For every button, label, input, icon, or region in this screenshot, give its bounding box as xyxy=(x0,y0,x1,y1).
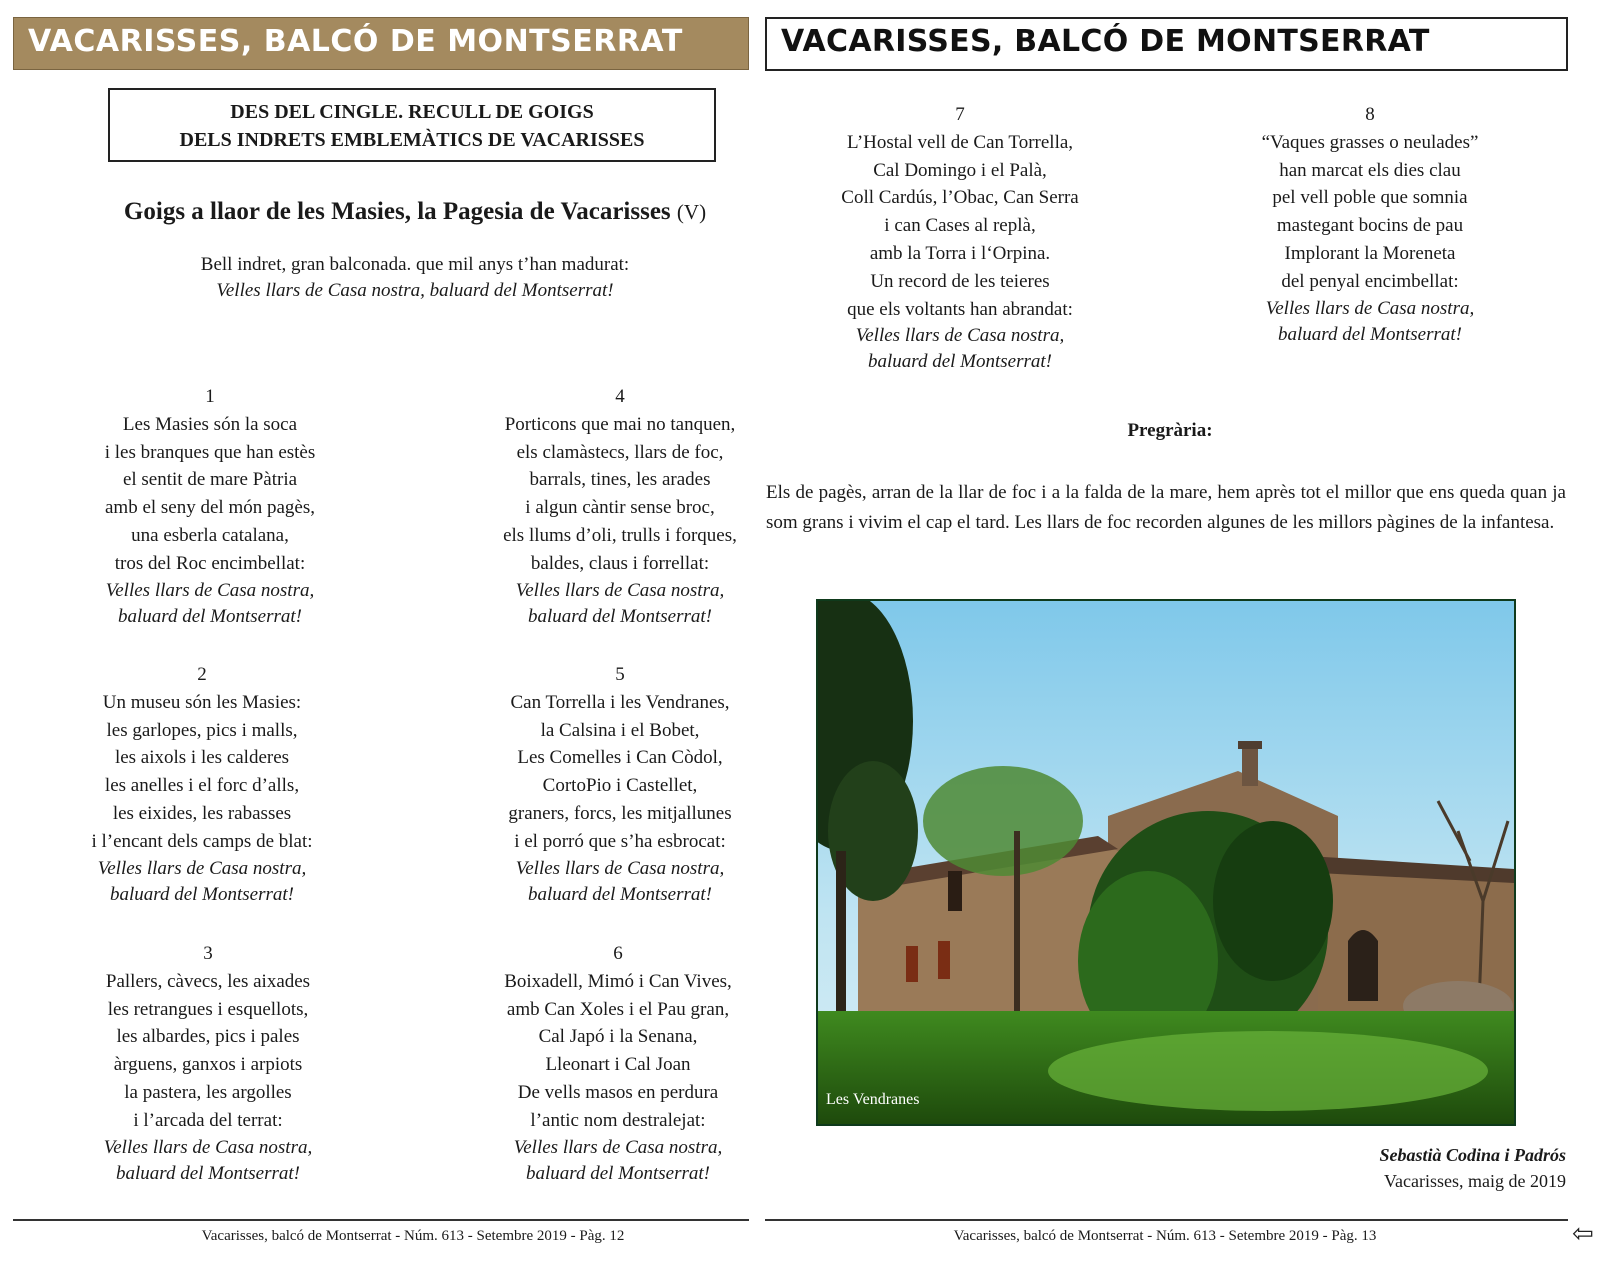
prayer-title: Pregrària: xyxy=(1127,420,1213,441)
stanza-4 xyxy=(470,383,770,630)
verse-line: el sentit de mare Pàtria xyxy=(122,469,298,491)
stanza-1 xyxy=(60,383,360,630)
stanza-5 xyxy=(470,661,770,908)
left-footer: Vacarisses, balcó de Montserrat - Núm. 613 - Setembre 2019 - Pàg. 12 xyxy=(201,1228,625,1244)
verse-line: Lleonart i Cal Joan xyxy=(545,1054,691,1076)
right-footer-rule xyxy=(765,1219,1568,1221)
farmhouse-illustration xyxy=(818,601,1514,1124)
verse-line: Can Torrella i les Vendranes, xyxy=(510,691,730,713)
refrain-line: baluard del Montserrat! xyxy=(1277,323,1462,345)
verse-line: Les Masies són la soca xyxy=(122,413,298,435)
verse-line: tros del Roc encimbellat: xyxy=(114,552,306,574)
left-banner-title: VACARISSES, BALCÓ DE MONTSERRAT xyxy=(28,24,683,59)
stanza-6 xyxy=(468,940,768,1187)
stanza-7 xyxy=(810,101,1110,375)
author-name: Sebastià Codina i Padrós xyxy=(1379,1145,1566,1165)
verse-line: Implorant la Moreneta xyxy=(1284,242,1456,264)
title-suffix: (V) xyxy=(676,200,707,224)
refrain-line: baluard del Montserrat! xyxy=(109,883,294,905)
verse-line: Un museu són les Masies: xyxy=(102,691,302,713)
verse-line: Pallers, càvecs, les aixades xyxy=(105,970,311,992)
verse-line: “Vaques grasses o neulades” xyxy=(1261,131,1479,153)
back-arrow-icon[interactable]: ⇦ xyxy=(1572,1219,1594,1249)
verse-line: la pastera, les argolles xyxy=(124,1081,292,1103)
verse-line: una esberla catalana, xyxy=(131,524,289,546)
verse-line: Cal Domingo i el Palà, xyxy=(873,159,1047,181)
verse-line: i les branques que han estès xyxy=(104,441,316,463)
stanza-number: 7 xyxy=(955,104,965,125)
signature-block xyxy=(1379,1142,1566,1194)
intro-line: Bell indret, gran balconada. que mil anys t’han madurat: xyxy=(200,254,630,275)
refrain-line: Velles llars de Casa nostra, xyxy=(515,857,725,879)
stanza-number: 4 xyxy=(615,386,625,407)
page-title xyxy=(40,198,790,226)
stanza-number: 2 xyxy=(197,664,207,685)
left-footer-rule xyxy=(13,1219,749,1221)
verse-line: la Calsina i el Bobet, xyxy=(540,719,700,741)
verse-line: l’antic nom destralejat: xyxy=(530,1109,706,1131)
verse-line: i l’arcada del terrat: xyxy=(133,1109,283,1131)
stanza-number: 3 xyxy=(203,943,213,964)
verse-line: L’Hostal vell de Can Torrella, xyxy=(846,131,1074,153)
boxed-heading-line-2: DELS INDRETS EMBLEMÀTICS DE VACARISSES xyxy=(179,129,645,151)
intro xyxy=(40,252,790,304)
refrain-line: baluard del Montserrat! xyxy=(117,605,302,627)
left-page-banner xyxy=(13,17,749,70)
verse-line: amb Can Xoles i el Pau gran, xyxy=(506,998,730,1020)
right-page-banner xyxy=(765,17,1568,71)
stanza-2 xyxy=(52,661,352,908)
boxed-heading-line-1: DES DEL CINGLE. RECULL DE GOIGS xyxy=(230,101,594,123)
verse-line: amb la Torra i l‘Orpina. xyxy=(869,242,1051,264)
stanza-number: 5 xyxy=(615,664,625,685)
verse-line: i el porró que s’ha esbrocat: xyxy=(514,830,726,852)
verse-line: les aixols i les calderes xyxy=(114,747,290,769)
verse-line: els llums d’oli, trulls i forques, xyxy=(503,524,737,546)
verse-line: De vells masos en perdura xyxy=(517,1081,719,1103)
prayer-text: Els de pagès, arran de la llar de foc i a la falda de la mare, hem après tot el millor que ens queda quan ja som grans i vivim el cap el tard. Les llars de foc recorden algunes de les millors pàgines de la infantesa. xyxy=(766,482,1566,533)
verse-line: i l’encant dels camps de blat: xyxy=(91,830,313,852)
stanza-8 xyxy=(1220,101,1520,348)
refrain-line: Velles llars de Casa nostra, xyxy=(97,857,307,879)
refrain-line: Velles llars de Casa nostra, xyxy=(1265,297,1475,319)
stanza-number: 6 xyxy=(613,943,623,964)
verse-line: les garlopes, pics i malls, xyxy=(106,719,298,741)
verse-line: àrguens, ganxos i arpiots xyxy=(113,1054,303,1076)
verse-line: mastegant bocins de pau xyxy=(1276,215,1464,237)
boxed-heading xyxy=(108,88,716,162)
refrain-line: Velles llars de Casa nostra, xyxy=(513,1136,723,1158)
verse-line: Les Comelles i Can Còdol, xyxy=(517,747,723,769)
verse-line: Boixadell, Mimó i Can Vives, xyxy=(504,970,732,992)
refrain-line: baluard del Montserrat! xyxy=(527,605,712,627)
verse-line: pel vell poble que somnia xyxy=(1272,187,1468,209)
verse-line: els clamàstecs, llars de foc, xyxy=(516,441,724,463)
refrain-line: Velles llars de Casa nostra, xyxy=(105,579,315,601)
refrain-line: Velles llars de Casa nostra, xyxy=(515,579,725,601)
stanza-number: 1 xyxy=(205,386,215,407)
refrain-line: baluard del Montserrat! xyxy=(527,883,712,905)
title-main: Goigs a llaor de les Masies, la Pagesia de Vacarisses xyxy=(123,198,671,225)
verse-line: Cal Japó i la Senana, xyxy=(538,1026,698,1048)
verse-line: Coll Cardús, l’Obac, Can Serra xyxy=(841,187,1079,209)
verse-line: amb el seny del món pagès, xyxy=(104,497,315,519)
verse-line: graners, forcs, les mitjallunes xyxy=(508,802,732,824)
verse-line: i can Cases al replà, xyxy=(884,215,1036,237)
refrain-line: baluard del Montserrat! xyxy=(525,1162,710,1184)
verse-line: i algun càntir sense broc, xyxy=(525,497,715,519)
intro-refrain: Velles llars de Casa nostra, baluard del Montserrat! xyxy=(216,280,614,301)
verse-line: Porticons que mai no tanquen, xyxy=(504,413,736,435)
refrain-line: Velles llars de Casa nostra, xyxy=(855,325,1065,347)
verse-line: baldes, claus i forrellat: xyxy=(530,552,710,574)
right-footer: Vacarisses, balcó de Montserrat - Núm. 613 - Setembre 2019 - Pàg. 13 xyxy=(953,1228,1377,1244)
refrain-line: Velles llars de Casa nostra, xyxy=(103,1136,313,1158)
verse-line: barrals, tines, les arades xyxy=(529,469,711,491)
refrain-line: baluard del Montserrat! xyxy=(867,351,1052,373)
place-date: Vacarisses, maig de 2019 xyxy=(1384,1171,1566,1191)
verse-line: del penyal encimbellat: xyxy=(1281,270,1459,292)
photo-caption: Les Vendranes xyxy=(826,1091,920,1108)
stanza-number: 8 xyxy=(1365,104,1375,125)
verse-line: que els voltants han abrandat: xyxy=(847,298,1073,320)
verse-line: les retrangues i esquellots, xyxy=(107,998,309,1020)
verse-line: han marcat els dies clau xyxy=(1279,159,1461,181)
verse-line: les anelles i el forc d’alls, xyxy=(104,775,300,797)
verse-line: les albardes, pics i pales xyxy=(116,1026,300,1048)
stanza-3 xyxy=(58,940,358,1187)
verse-line: Un record de les teieres xyxy=(870,270,1050,292)
farmhouse-photo xyxy=(816,599,1516,1126)
verse-line: CortoPio i Castellet, xyxy=(542,775,698,797)
refrain-line: baluard del Montserrat! xyxy=(115,1162,300,1184)
right-banner-title: VACARISSES, BALCÓ DE MONTSERRAT xyxy=(781,24,1430,59)
verse-line: les eixides, les rabasses xyxy=(112,802,292,824)
